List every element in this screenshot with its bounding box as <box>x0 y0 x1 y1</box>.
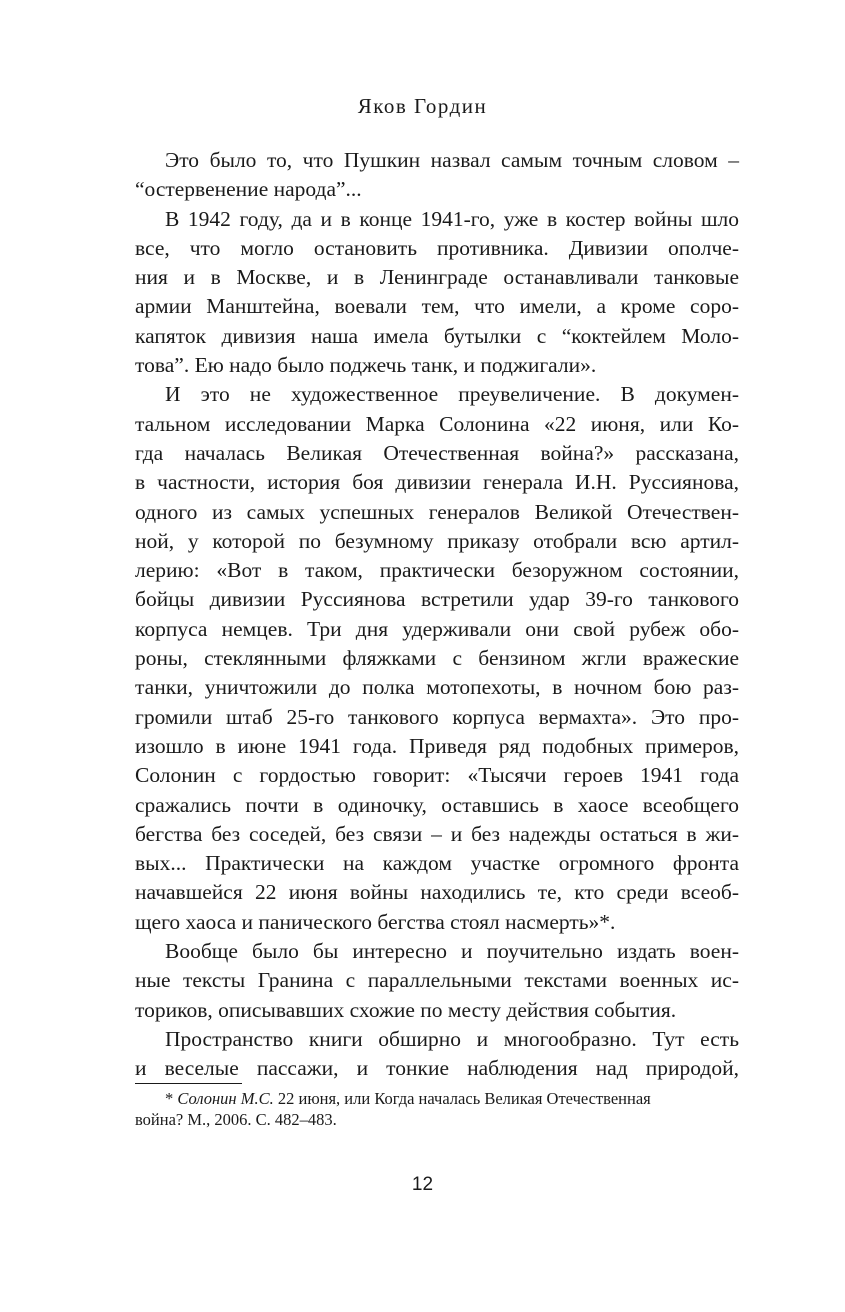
text-line: корпуса немцев. Три дня удерживали они свой рубеж обо- <box>135 616 739 641</box>
text-line: И это не художественное преувеличение. В докумен- <box>165 382 739 407</box>
footnote-author: Солонин М.С. <box>177 1089 274 1108</box>
text-line: одного из самых успешных генералов Великой Отечествен- <box>135 499 739 524</box>
text-line: Вообще было бы интересно и поучительно издать воен- <box>165 939 739 964</box>
text-line: армии Манштейна, воевали тем, что имели, а кроме соро- <box>135 294 739 319</box>
text-line: бегства без соседей, без связи – и без надежды остаться в жи- <box>135 821 739 846</box>
text-line: лерию: «Вот в таком, практически безоружном состоянии, <box>135 558 739 583</box>
text-line: щего хаоса и панического бегства стоял насмерть»*. <box>135 909 616 934</box>
text-line: В 1942 году, да и в конце 1941-го, уже в костер войны шло <box>165 206 739 231</box>
running-head: Яков Гордин <box>357 94 488 118</box>
text-line: громили штаб 25-го танкового корпуса вермахта». Это про- <box>135 704 739 729</box>
text-line: ной, у которой по безумному приказу отобрали всю артил- <box>135 528 739 553</box>
text-line: начавшейся 22 июня войны находились те, кто среди всеоб- <box>135 880 739 905</box>
text-line: изошло в июне 1941 года. Приведя ряд подобных примеров, <box>135 733 739 758</box>
text-line: ториков, описывавших схожие по месту действия события. <box>135 997 677 1022</box>
text-line: Это было то, что Пушкин назвал самым точным словом – <box>165 148 739 172</box>
footnote-line-1 <box>135 1088 739 1109</box>
text-line: и веселые пассажи, и тонкие наблюдения над природой, <box>135 1056 739 1081</box>
text-line: роны, стеклянными фляжками с бензином жгли вражеские <box>135 646 739 671</box>
text-line: “остервенение народа”... <box>135 177 362 202</box>
text-line: капяток дивизия наша имела бутылки с “коктейлем Моло- <box>135 323 739 348</box>
text-line: ные тексты Гранина с параллельными текстами военных ис- <box>135 968 739 993</box>
text-line: това”. Ею надо было поджечь танк, и поджигали». <box>135 353 597 378</box>
footnote-text: 22 июня, или Когда началась Великая Отечественная <box>273 1089 651 1108</box>
text-line: Пространство книги обширно и многообразно. Тут есть <box>165 1026 739 1051</box>
text-line: танки, уничтожили до полка мотопехоты, в ночном бою раз- <box>135 675 739 700</box>
text-line: в частности, история боя дивизии генерала И.Н. Руссиянова, <box>135 470 739 495</box>
footnote <box>135 1088 739 1130</box>
footnote-marker: * <box>165 1089 178 1108</box>
text-line: все, что могло остановить противника. Дивизии ополче- <box>135 235 739 260</box>
body-text <box>135 146 739 1084</box>
text-line: вых... Практически на каждом участке огромного фронта <box>135 851 739 876</box>
text-line: гда началась Великая Отечественная война?» рассказана, <box>135 440 739 465</box>
text-line: тальном исследовании Марка Солонина «22 июня, или Ко- <box>135 411 739 436</box>
text-line: ния и в Москве, и в Ленинграде останавливали танковые <box>135 265 739 290</box>
text-line: сражались почти в одиночку, оставшись в хаосе всеобщего <box>135 792 739 817</box>
footnote-line-2: война? М., 2006. С. 482–483. <box>135 1110 337 1129</box>
footnote-rule <box>135 1083 242 1084</box>
text-line: бойцы дивизии Руссиянова встретили удар 39-го танкового <box>135 587 739 612</box>
page-number: 12 <box>411 1174 434 1195</box>
text-line: Солонин с гордостью говорит: «Тысячи героев 1941 года <box>135 763 739 788</box>
